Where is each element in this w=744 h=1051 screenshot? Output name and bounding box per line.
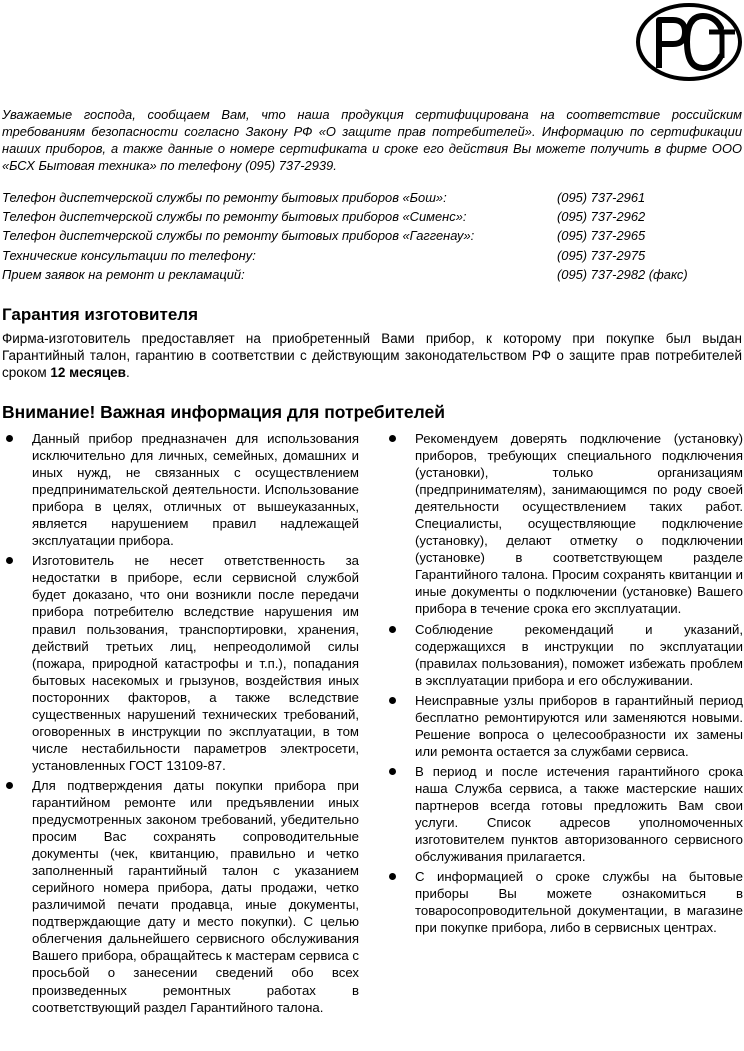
- list-item: [385, 430, 743, 618]
- list-item-text: Изготовитель не несет ответственность за недостатки в приборе, если сервисной службой будет доказано, что они возникли после передачи прибора потребителю вследствие нарушения им правил пользования, транспортировки, хранения, действий третьих лиц, непреодолимой силы (пожара, природной катастрофы и т.п.), попадания бытовых насекомых и грызунов, воздействия иных посторонних факторов, а также вследствие существенных нарушений технических требований, оговоренных в инструкции по эксплуатации, в том числе нестабильности параметров электросети, установленных ГОСТ 13109-87.: [32, 553, 359, 773]
- bullet-icon: [6, 435, 13, 442]
- attention-right-column: [385, 430, 743, 939]
- warranty-term: 12 месяцев: [50, 365, 126, 380]
- list-item-text: Неисправные узлы приборов в гарантийный период бесплатно ремонтируются или заменяются новыми. Решение вопроса о целесообразности их замены или ремонта остается за службами сервиса.: [415, 692, 743, 759]
- list-item: [2, 777, 359, 1016]
- contact-row: [2, 226, 744, 245]
- list-item: [385, 692, 743, 760]
- bullet-icon: [389, 435, 396, 442]
- contact-phone: (095) 737-2975: [557, 247, 646, 263]
- list-item: [385, 868, 743, 936]
- bullet-icon: [6, 557, 13, 564]
- list-item: [385, 763, 743, 865]
- contact-label: Технические консультации по телефону:: [2, 247, 256, 263]
- contact-row: [2, 207, 744, 226]
- list-item-text: Рекомендуем доверять подключение (установку) приборов, требующих специального подключения (установки), только организациям (предпринимателям), занимающимся по роду своей деятельности осуществлением таких работ. Специалисты, осуществляющие подключение (установку), делают отметку о подключении (установке) в соответствующем разделе Гарантийного талона. Просим сохранять квитанции и иные документы о подключении (установке) Вашего прибора в течение срока его эксплуатации.: [415, 431, 743, 617]
- contact-phone: (095) 737-2982 (факс): [557, 266, 688, 282]
- warranty-heading: Гарантия изготовителя: [2, 305, 198, 324]
- bullet-icon: [389, 873, 396, 880]
- list-item-text: С информацией о сроке службы на бытовые приборы Вы можете ознакомиться в товаросопроводительной документации, в магазине при покупке прибора, либо в сервисных центрах.: [415, 869, 743, 936]
- attention-heading: Внимание! Важная информация для потребителей: [2, 402, 446, 422]
- list-item-text: Данный прибор предназначен для использования исключительно для личных, семейных, домашних и иных нужд, не связанных с осуществлением предпринимательской деятельности. Использование прибора в целях, отличных от вышеуказанных, является нарушением правил надлежащей эксплуатации прибора.: [32, 431, 359, 549]
- warranty-paragraph: [2, 330, 742, 381]
- contact-label: Прием заявок на ремонт и рекламаций:: [2, 266, 245, 282]
- warranty-text: Фирма-изготовитель предоставляет на приобретенный Вами прибор, к которому при покупке был выдан Гарантийный талон, гарантию в соответствии с действующим законодательством РФ о защите прав потребителей сроком: [2, 331, 742, 380]
- contact-row: [2, 188, 744, 207]
- bullet-icon: [389, 768, 396, 775]
- warranty-end: .: [125, 365, 130, 380]
- list-item-text: Соблюдение рекомендаций и указаний, содержащихся в инструкции по эксплуатации (правилах пользования), поможет избежать проблем в эксплуатации прибора и его обслуживании.: [415, 621, 743, 688]
- list-item-text: Для подтверждения даты покупки прибора при гарантийном ремонте или предъявлении иных предусмотренных законом требований, убедительно просим Вас сохранять сопроводительные документы (чек, квитанцию, правильно и четко заполненный гарантийный талон с указанием серийного номера прибора, даты продажи, четко различимой печати продавца, иные документы, подтверждающие дату и место покупки). С целью облегчения дальнейшего сервисного обслуживания Вашего прибора, обращайтесь к мастерам сервиса с просьбой о занесении сведений обо всех произведенных ремонтных работах в соответствующий раздел Гарантийного талона.: [32, 777, 359, 1015]
- contact-label: Телефон диспетчерской службы по ремонту бытовых приборов «Гаггенау»:: [2, 228, 475, 244]
- list-item: [385, 621, 743, 689]
- list-item-text: В период и после истечения гарантийного срока наша Служба сервиса, а также мастерские наших партнеров всегда готовы предложить Вам свои услуги. Список адресов уполномоченных изготовителем пунктов авторизованного сервисного обслуживания прилагается.: [415, 763, 743, 865]
- list-item: [2, 552, 359, 774]
- contact-phone: (095) 737-2962: [557, 209, 646, 225]
- certification-intro: Уважаемые господа, сообщаем Вам, что наша продукция сертифицирована на соответствие российским требованиям безопасности согласно Закону РФ «О защите прав потребителей». Информацию по сертификации наших приборов, а также данные о номере сертификата и сроке его действия Вы можете получить в фирме ООО «БСХ Бытовая техника» по телефону (095) 737-2939.: [2, 107, 742, 173]
- contact-row: [2, 246, 744, 265]
- certification-mark-logo: [635, 2, 743, 82]
- contact-label: Телефон диспетчерской службы по ремонту бытовых приборов «Сименс»:: [2, 209, 467, 225]
- contact-phone: (095) 737-2965: [557, 228, 646, 244]
- bullet-icon: [389, 626, 396, 633]
- contact-phone: (095) 737-2961: [557, 190, 646, 205]
- contact-row: [2, 265, 744, 284]
- contact-label: Телефон диспетчерской службы по ремонту бытовых приборов «Бош»:: [2, 190, 447, 205]
- attention-left-column: [2, 430, 359, 1019]
- list-item: [2, 430, 359, 549]
- bullet-icon: [6, 782, 13, 789]
- contact-phones-list: [2, 188, 744, 284]
- bullet-icon: [389, 697, 396, 704]
